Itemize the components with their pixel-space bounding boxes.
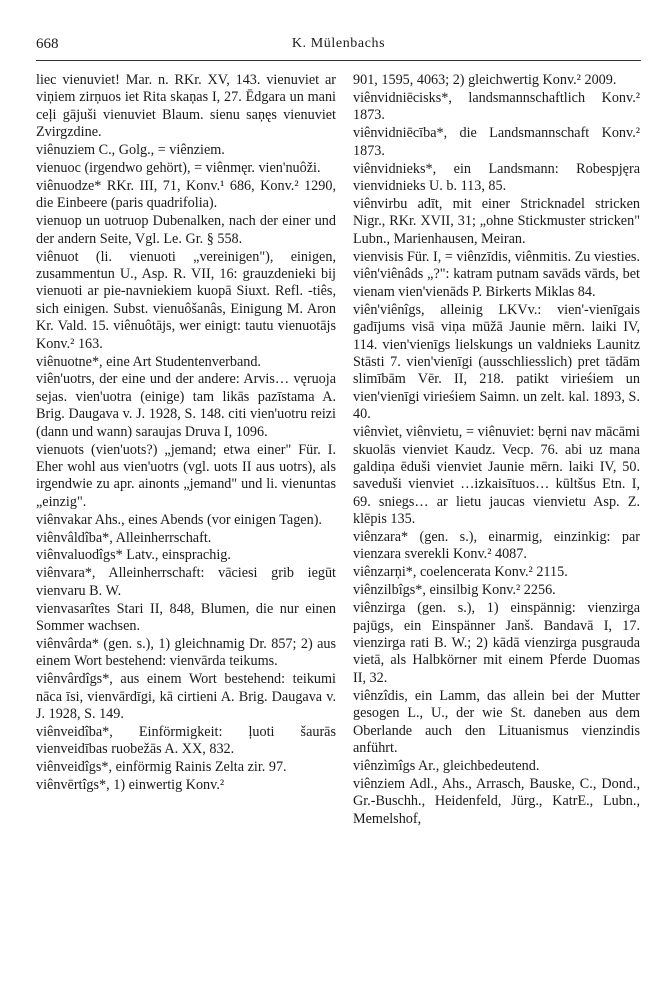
dictionary-entry: 901, 1595, 4063; 2) gleichwertig Konv.² 2009. bbox=[353, 72, 617, 88]
header-rule bbox=[36, 60, 641, 61]
dictionary-entry: viên'viênîgs, alleinig LKVv.: vien'-vienīgais gadījums visā viņa mūžā Jaunie mērn. laiki IV, 114. vien'vienīgs lielskungs un valdnieks Launitz Stāsti 7. vien'vienīgi (ausschliesslich) pret tādām slimībām Vēr. II, 218. patikt virieśiem un vien'vienīgi virieśiem Saimn. un zelt. kal. 1893, S. 40. bbox=[353, 301, 640, 423]
dictionary-entry: viênvara*, Alleinherrschaft: vāciesi grib iegūt vienvaru B. W. bbox=[36, 565, 336, 599]
dictionary-entry: liec vienuviet! Mar. n. RKr. XV, 143. vienuviet ar viņiem zirņuos iet Rita skaņas I, 27. Ēdgara un mani ceļi gājuši vienuviet Blaum. sienu saņęs vienuviet Zvirgzdine. bbox=[36, 72, 336, 141]
dictionary-entry: viênuot (li. vienuoti „vereinigen"), einigen, zusammentun U., Asp. R. VII, 16: grauzdenieki bij vienuoti ar pie-navniekiem kuopā Siuxt. Refl. -tiês, sich einigen. Subst. vienuôšanâs, Einigung M. Aron Kr. Vald. 15. viênuôtājs, wer einigt: tautu vienuotājs Konv.² 163. bbox=[36, 248, 336, 352]
dictionary-entry: viênzîdis, ein Lamm, das allein bei der Mutter gesogen L., U., der wie St. daneben aus dem Oberlande auch den Lituanismus vienzindis anführt. bbox=[353, 687, 640, 756]
dictionary-entry: viênzarņi*, coelencerata Konv.² 2115. bbox=[353, 564, 568, 581]
dictionary-entry: viênuodze* RKr. III, 71, Konv.¹ 686, Konv.² 1290, die Einbeere (paris quadrifolia). bbox=[36, 177, 336, 212]
running-head: K. Mülenbachs bbox=[291, 36, 386, 51]
dictionary-entry: viênveidîgs*, einförmig Rainis Zelta zir. 97. bbox=[36, 759, 287, 776]
dictionary-entry: viênvâldîba*, Alleinherrschaft. bbox=[36, 529, 212, 546]
dictionary-entry: viênvidniēcība*, die Landsmannschaft Konv.² 1873. bbox=[353, 125, 640, 159]
dictionary-entry: viênvērtîgs*, 1) einwertig Konv.² bbox=[36, 777, 225, 794]
dictionary-entry: viênzirga (gen. s.), 1) einspännig: vienzirga pajūgs, ein Einspänner Janš. Bandavā I, 17. vienzirga rati B. W.; 2) kādā vienzirga pusgrauda vietā, als Halbkörner mit einem Pferde Duomas II, 32. bbox=[353, 600, 640, 686]
dictionary-entry: viênuziem C., Golg., = viênziem. bbox=[36, 142, 225, 159]
dictionary-entry: viênvidniēcisks*, landsmannschaftlich Konv.² 1873. bbox=[353, 89, 640, 124]
dictionary-entry: viênzìmîgs Ar., gleichbedeutend. bbox=[353, 757, 540, 774]
right-column bbox=[353, 72, 640, 828]
dictionary-entry: viên'viênâds „?": katram putnam savāds vārds, bet vienam vien'vienāds P. Birkerts Miklas 84. bbox=[353, 266, 640, 300]
dictionary-entry: viênvârdîgs*, aus einem Wort bestehend: teikumi nāca īsi, vienvārdīgi, kā cirtieni A. Brig. Daugava v. J. 1928, S. 149. bbox=[36, 671, 336, 723]
dictionary-entry: viênuotne*, eine Art Studentenverband. bbox=[36, 353, 261, 370]
dictionary-entry: viênvârda* (gen. s.), 1) gleichnamig Dr. 857; 2) aus einem Wort bestehend: vienvārda teikums. bbox=[36, 636, 336, 670]
dictionary-entry: vienuop un uotruop Dubenalken, nach der einer und der andern Seite, Vgl. Le. Gr. § 558. bbox=[36, 213, 336, 247]
dictionary-entry: vienuoc (irgendwo gehört), = viênmęr. vien'nuôži. bbox=[36, 160, 321, 177]
dictionary-entry: vienvisis Für. I, = viênzīdis, viênmitis. Zu viesties. bbox=[353, 248, 641, 265]
page-header bbox=[36, 36, 641, 58]
dictionary-entry: viênzilbîgs*, einsilbig Konv.² 2256. bbox=[353, 582, 556, 599]
dictionary-entry: viênvaluodîgs* Latv., einsprachig. bbox=[36, 547, 231, 564]
dictionary-entry: viênvidnieks*, ein Landsmann: Robespjęra vienvidnieks U. b. 113, 85. bbox=[353, 160, 640, 194]
dictionary-entry: viênveidîba*, Einförmigkeit: ļuoti šaurās vienveidības ruobežās A. XX, 832. bbox=[36, 724, 336, 758]
dictionary-entry: vienuots (vien'uots?) „jemand; etwa einer" Für. I. Eher wohl aus vien'uotrs (vgl. uots II aus uotrs), als irgendwie zu apr. ainonts „jemand" und li. vienuntas „einzig". bbox=[36, 441, 336, 510]
dictionary-entry: viên'uotrs, der eine und der andere: Arvis… vęruoja sejas. vien'uotra (einige) tam likās pazīstama A. Brig. Daugava v. J. 1928, S. 148. citi vien'uotru reizi (dann und wann) saraujas Druva I, 1096. bbox=[36, 371, 336, 440]
dictionary-entry: viênvìet, viênvietu, = viênuviet: bęrni nav mācāmi skuolās vienviet Kaudz. Vecp. 76. abi uz mana galdiņa ēduši vienviet Jaunie mērn. laiki IV, 50. saveduši vienviet …izkaisītuos… kūltšus Etn. I, 69. sniegs… ar lietu jaucas vienvietu Asp. Z. klēpis 135. bbox=[353, 424, 640, 528]
dictionary-entry: viênvakar Ahs., eines Abends (vor einigen Tagen). bbox=[36, 511, 322, 528]
dictionary-entry: viênzara* (gen. s.), einarmig, einzinkig: par vienzara sverekli Konv.² 4087. bbox=[353, 529, 640, 563]
dictionary-entry: viênvirbu adīt, mit einer Stricknadel stricken Nigr., RKr. XVII, 31; „ohne Stickmuster stricken" Lubn., Marienhausen, Meiran. bbox=[353, 195, 640, 247]
page-number: 668 bbox=[36, 36, 59, 52]
dictionary-entry: viênziem Adl., Ahs., Arrasch, Bauske, C., Dond., Gr.-Buschh., Heidenfeld, Jürg., KatrE., Lubn., Memelshof, bbox=[353, 775, 640, 827]
dictionary-entry: vienvasarîtes Stari II, 848, Blumen, die nur einen Sommer wachsen. bbox=[36, 600, 336, 635]
left-column bbox=[36, 72, 336, 795]
